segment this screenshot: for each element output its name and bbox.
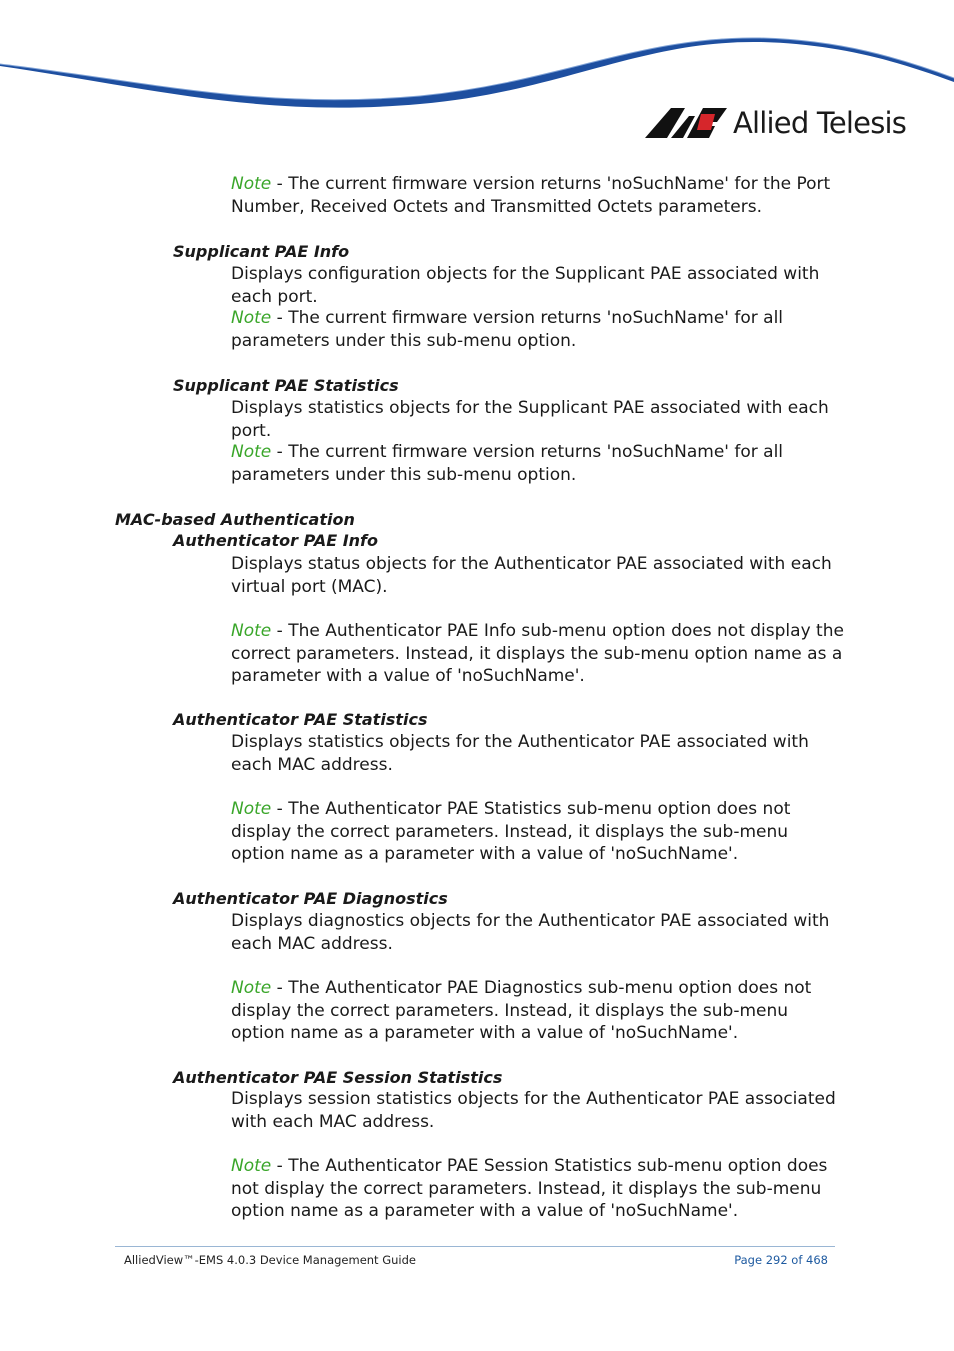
section-heading: Authenticator PAE Session Statistics (173, 1068, 503, 1087)
section-heading: Authenticator PAE Info (173, 531, 379, 550)
section-description: Displays session statistics objects for the Authenticator PAE associated with each MAC address. (231, 1089, 836, 1132)
section-description: Displays diagnostics objects for the Authenticator PAE associated with each MAC address. (231, 911, 830, 954)
note-text: - The Authenticator PAE Statistics sub-menu option does not display the correct parameters. Instead, it displays the sub-menu option name as a parameter with a value of 'noSuchName'. (231, 799, 791, 864)
section-description: Displays status objects for the Authenticator PAE associated with each virtual port (MAC). (231, 554, 832, 597)
note-label: Note (231, 442, 272, 462)
note-text: - The Authenticator PAE Diagnostics sub-menu option does not display the correct parameters. Instead, it displays the sub-menu option name as a parameter with a value of 'noSuchName'. (231, 978, 812, 1043)
note-paragraph (231, 1155, 846, 1223)
note-paragraph (231, 441, 846, 486)
mac-auth-heading: MAC-based Authentication (115, 510, 355, 529)
footer-doc-title: AlliedView™-EMS 4.0.3 Device Management Guide (124, 1253, 416, 1267)
section-description: Displays statistics objects for the Authenticator PAE associated with each MAC address. (231, 732, 809, 775)
note-paragraph (231, 307, 846, 352)
allied-telesis-logo (645, 105, 907, 140)
section-description: Displays statistics objects for the Supplicant PAE associated with each port. (231, 398, 829, 441)
section-description: Displays configuration objects for the Supplicant PAE associated with each port. (231, 264, 820, 307)
section-heading: Supplicant PAE Statistics (173, 376, 399, 395)
note-paragraph (231, 798, 846, 866)
note-text: - The Authenticator PAE Info sub-menu option does not display the correct parameters. Instead, it displays the sub-menu option name as a parameter with a value of 'noSuchName'. (231, 621, 844, 686)
note-paragraph (231, 620, 846, 688)
section-heading: Authenticator PAE Statistics (173, 710, 428, 729)
logo-wordmark: Allied Telesis (733, 105, 907, 140)
section-heading: Supplicant PAE Info (173, 242, 350, 261)
section-heading: Authenticator PAE Diagnostics (173, 889, 448, 908)
note-paragraph (231, 977, 846, 1045)
footer-page-number: Page 292 of 468 (734, 1253, 828, 1267)
allied-telesis-logo-icon (645, 108, 727, 138)
note-text: - The current firmware version returns 'noSuchName' for the Port Number, Received Octets and Transmitted Octets parameters. (231, 174, 831, 217)
note-label: Note (231, 799, 272, 819)
note-text: - The current firmware version returns 'noSuchName' for all parameters under this sub-menu option. (231, 308, 784, 351)
note-label: Note (231, 308, 272, 328)
note-text: - The current firmware version returns 'noSuchName' for all parameters under this sub-menu option. (231, 442, 784, 485)
note-label: Note (231, 621, 272, 641)
note-label: Note (231, 978, 272, 998)
note-label: Note (231, 1156, 272, 1176)
note-paragraph (231, 173, 846, 218)
footer-divider (115, 1246, 835, 1247)
note-label: Note (231, 174, 272, 194)
note-text: - The Authenticator PAE Session Statistics sub-menu option does not display the correct parameters. Instead, it displays the sub-menu option name as a parameter with a value of 'noSuchName'. (231, 1156, 828, 1221)
